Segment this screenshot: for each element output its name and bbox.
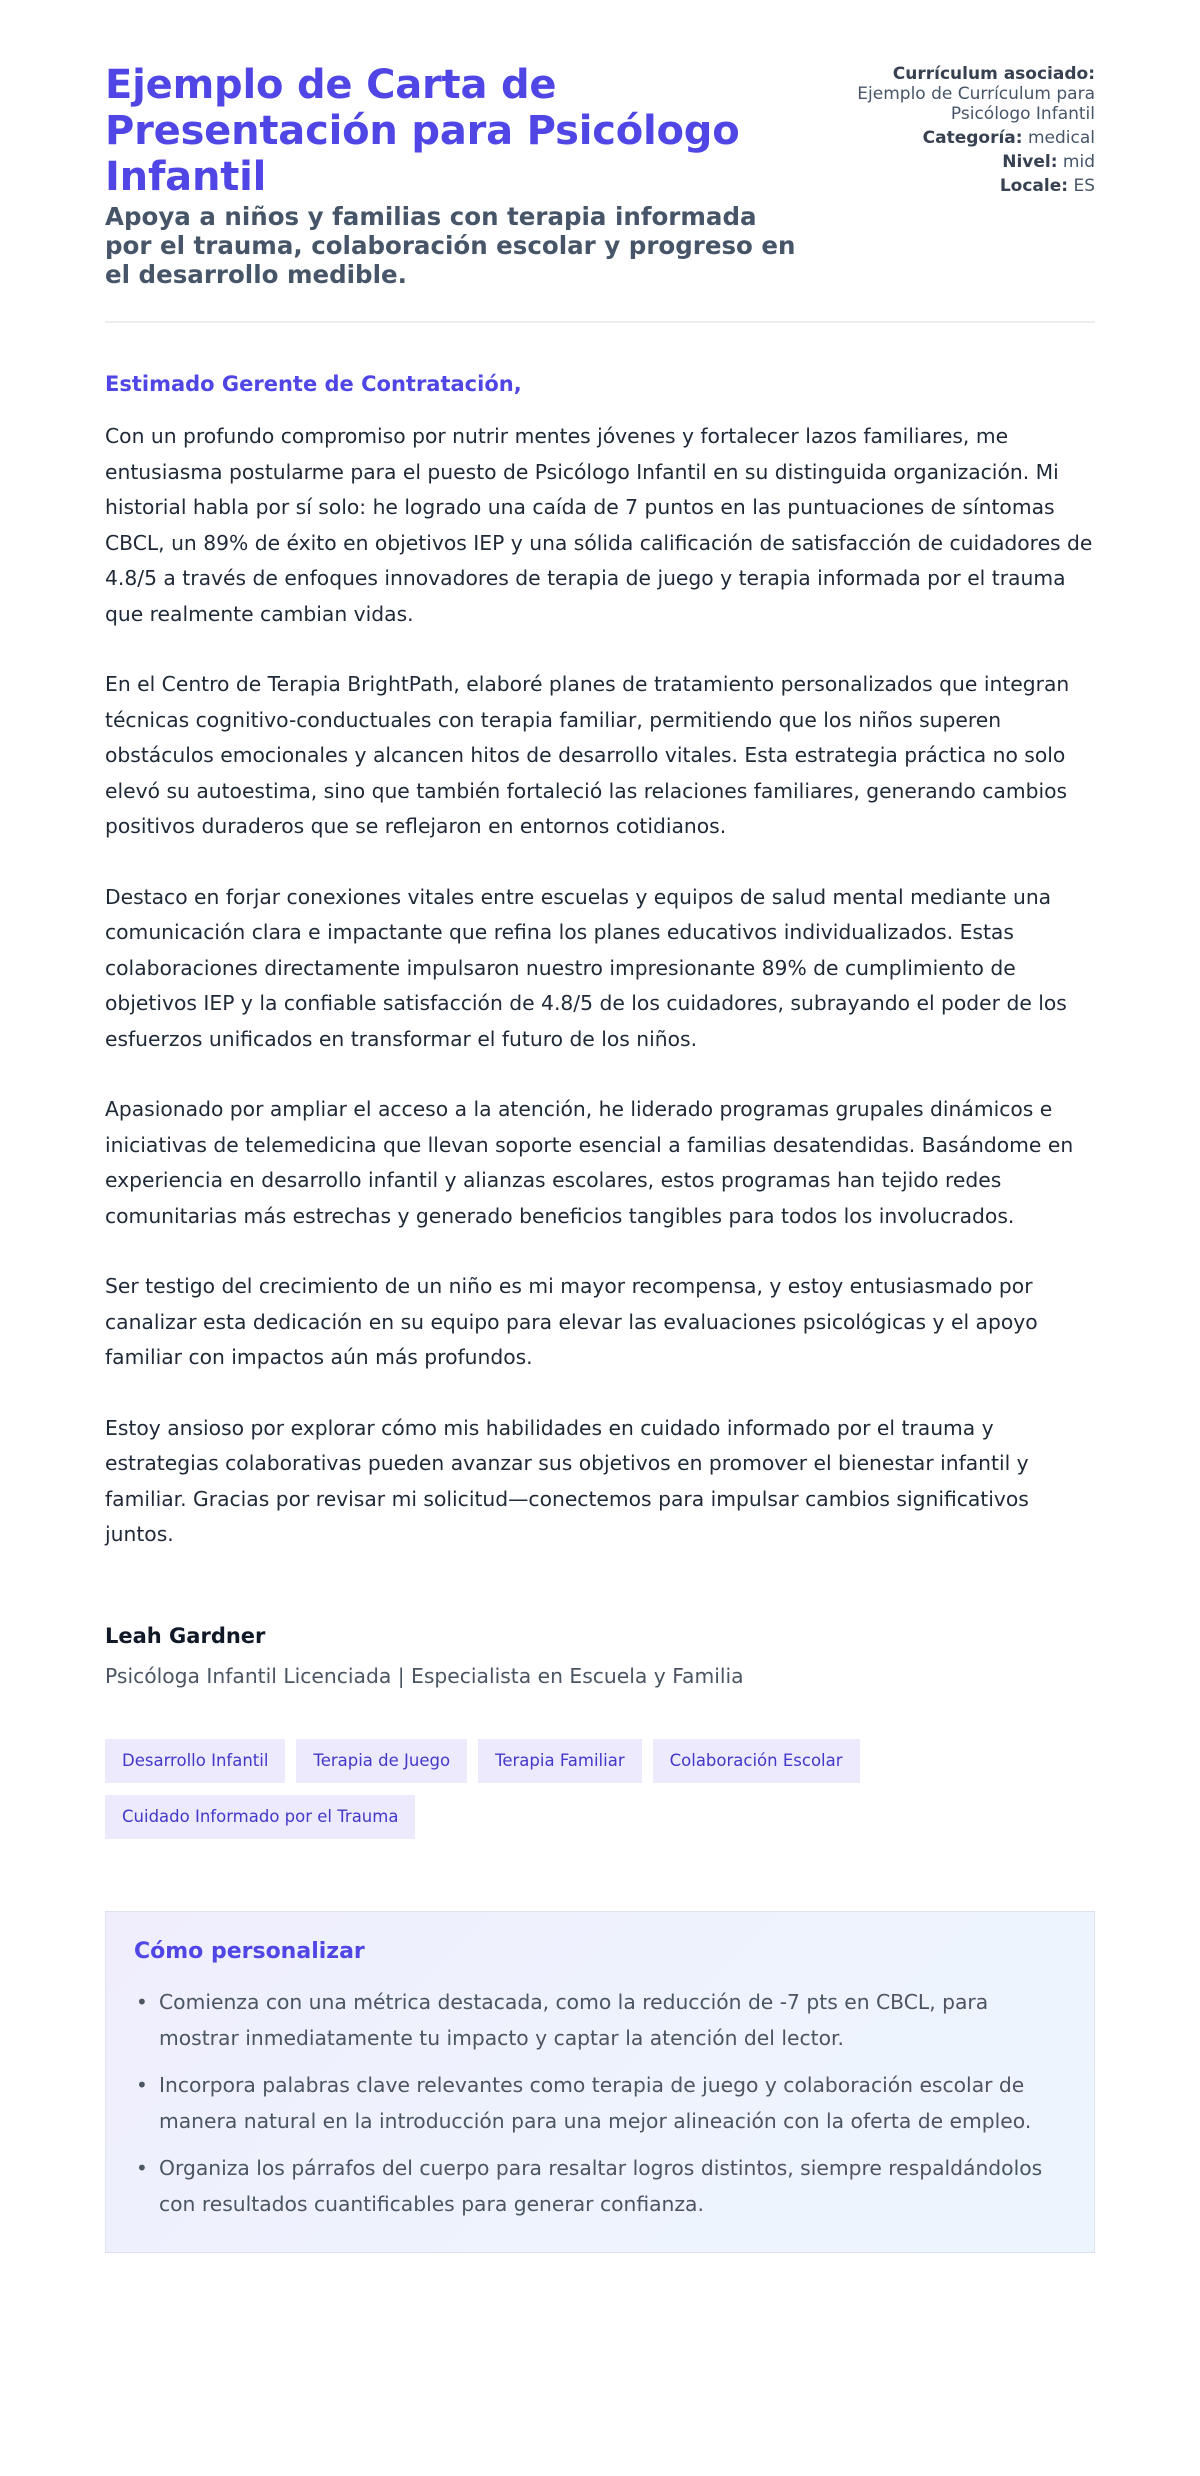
page-header: [105, 62, 1095, 323]
letter-paragraph: En el Centro de Terapia BrightPath, elaboré planes de tratamiento personalizados que integran técnicas cognitivo-conductuales con terapia familiar, permitiendo que los niños superen obstáculos emocionales y alcancen hitos de desarrollo vitales. Esta estrategia práctica no solo elevó su autoestima, sino que también fortaleció las relaciones familiares, generando cambios positivos duraderos que se reflejaron en entornos cotidianos.: [105, 672, 1070, 838]
tag-colaboracion-escolar[interactable]: Colaboración Escolar: [653, 1739, 860, 1783]
meta-level: [798, 152, 1095, 172]
letter-body: [105, 419, 1095, 1553]
tag-desarrollo-infantil[interactable]: Desarrollo Infantil: [105, 1739, 285, 1783]
page-subtitle: Apoya a niños y familias con terapia informada por el trauma, colaboración escolar y progreso en el desarrollo medible.: [105, 202, 796, 289]
tag-terapia-de-juego[interactable]: Terapia de Juego: [296, 1739, 467, 1783]
letter-paragraph: Apasionado por ampliar el acceso a la atención, he liderado programas grupales dinámicos e iniciativas de telemedicina que llevan soporte esencial a familias desatendidas. Basándome en experiencia en desarrollo infantil y alianzas escolares, estos programas han tejido redes comunitarias más estrechas y generado beneficios tangibles para todos los involucrados.: [105, 1097, 1074, 1228]
bullet-icon: •: [136, 2155, 148, 2180]
tips-item-text: Organiza los párrafos del cuerpo para resaltar logros distintos, siempre respaldándolos con resultados cuantificables para generar confianza.: [159, 2155, 1043, 2216]
page-title: Ejemplo de Carta de Presentación para Psicólogo Infantil: [105, 62, 740, 200]
signature-block: [105, 1623, 1095, 1689]
tips-item: [134, 1984, 1066, 2056]
tips-item: [134, 2067, 1066, 2139]
tips-item-text: Comienza con una métrica destacada, como la reducción de -7 pts en CBCL, para mostrar inmediatamente tu impacto y captar la atención del lector.: [159, 1989, 989, 2050]
letter-paragraph: Estoy ansioso por explorar cómo mis habilidades en cuidado informado por el trauma y estrategias colaborativas pueden avanzar sus objetivos en promover el bienestar infantil y familiar. Gracias por revisar mi solicitud—conectemos para impulsar cambios significativos juntos.: [105, 1415, 1029, 1546]
tips-title: Cómo personalizar: [134, 1938, 365, 1964]
skill-tags: [105, 1739, 985, 1839]
meta-resume-value: Ejemplo de Currículum para Psicólogo Infantil: [857, 84, 1095, 124]
meta-category-value: medical: [1027, 128, 1095, 148]
letter-greeting: Estimado Gerente de Contratación,: [105, 372, 522, 396]
tag-terapia-familiar[interactable]: Terapia Familiar: [478, 1739, 642, 1783]
meta-resume-label: Currículum asociado:: [892, 64, 1095, 84]
meta-locale-value: ES: [1073, 176, 1095, 196]
tips-list: [134, 1984, 1066, 2222]
meta-locale: [798, 176, 1095, 196]
meta-level-value: mid: [1062, 152, 1095, 172]
header-title-block: [105, 62, 798, 289]
meta-locale-label: Locale:: [999, 176, 1069, 196]
letter-paragraph: Ser testigo del crecimiento de un niño es mi mayor recompensa, y estoy entusiasmado por canalizar esta dedicación en su equipo para elevar las evaluaciones psicológicas y el apoyo familiar con impactos aún más profundos.: [105, 1274, 1038, 1369]
meta-level-label: Nivel:: [1002, 152, 1058, 172]
meta-category-label: Categoría:: [922, 128, 1023, 148]
tag-cuidado-informado-trauma[interactable]: Cuidado Informado por el Trauma: [105, 1795, 415, 1839]
tips-item-text: Incorpora palabras clave relevantes como terapia de juego y colaboración escolar de manera natural en la introducción para una mejor alineación con la oferta de empleo.: [159, 2072, 1032, 2133]
letter-paragraph: Con un profundo compromiso por nutrir mentes jóvenes y fortalecer lazos familiares, me entusiasma postularme para el puesto de Psicólogo Infantil en su distinguida organización. Mi historial habla por sí solo: he logrado una caída de 7 puntos en las puntuaciones de síntomas CBCL, un 89% de éxito en objetivos IEP y una sólida calificación de satisfacción de cuidadores de 4.8/5 a través de enfoques innovadores de terapia de juego y terapia informada por el trauma que realmente cambian vidas.: [105, 424, 1093, 626]
signature-title: Psicóloga Infantil Licenciada | Especialista en Escuela y Familia: [105, 1663, 744, 1688]
bullet-icon: •: [136, 1989, 148, 2014]
meta-category: [798, 128, 1095, 148]
bullet-icon: •: [136, 2072, 148, 2097]
meta-resume: [798, 64, 1095, 124]
customization-tips-box: [105, 1911, 1095, 2253]
metadata-panel: [798, 62, 1095, 200]
signature-name: Leah Gardner: [105, 1623, 266, 1648]
letter-content: [105, 371, 1095, 1689]
letter-paragraph: Destaco en forjar conexiones vitales entre escuelas y equipos de salud mental mediante una comunicación clara e impactante que refina los planes educativos individualizados. Estas colaboraciones directamente impulsaron nuestro impresionante 89% de cumplimiento de objetivos IEP y la confiable satisfacción de 4.8/5 de los cuidadores, subrayando el poder de los esfuerzos unificados en transformar el futuro de los niños.: [105, 884, 1067, 1051]
tips-item: [134, 2150, 1066, 2222]
